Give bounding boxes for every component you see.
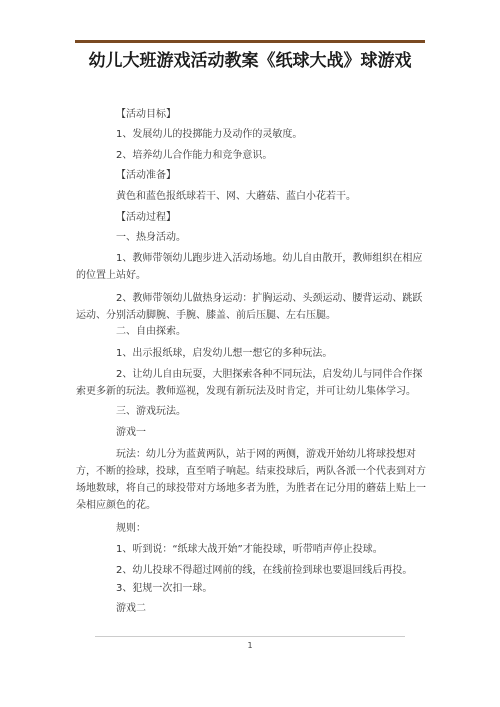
paragraph: 1、教师带领幼儿跑步进入活动场地。幼儿自由散开，教师组织在相应的位置上站好。: [76, 253, 423, 281]
paragraph: 一、热身活动。: [116, 232, 186, 243]
paragraph: 2、培养幼儿合作能力和竞争意识。: [116, 150, 273, 161]
section-heading-process: 【活动过程】: [116, 212, 176, 223]
section-heading-preparation: 【活动准备】: [116, 170, 176, 181]
paragraph: 规则：: [116, 523, 146, 534]
paragraph: 1、发展幼儿的投掷能力及动作的灵敏度。: [116, 129, 303, 140]
paragraph: 黄色和蓝色报纸球若干、网、大蘑菇、蓝白小花若干。: [116, 191, 356, 202]
page-number: 1: [247, 641, 253, 650]
paragraph: 2、幼儿投球不得超过网前的线，在线前捡到球也要退回线后再投。: [116, 565, 413, 576]
footer-rule: [95, 636, 405, 637]
paragraph: 2、教师带领幼儿做热身运动：扩胸运动、头颈运动、腰背运动、跳跃运动、分别活动脚腕、手腕、膝盖、前后压腿、左右压腿。: [76, 293, 423, 321]
paragraph: 2、让幼儿自由玩耍，大胆探索各种不同玩法，启发幼儿与同伴合作探索更多新的玩法。教师巡视，发现有新玩法及时肯定，并可让幼儿集体学习。: [76, 369, 423, 397]
header-rule: [75, 40, 425, 43]
paragraph: 3、犯规一次扣一球。: [116, 583, 213, 594]
section-heading-goals: 【活动目标】: [116, 109, 176, 120]
document-title: 幼儿大班游戏活动教案《纸球大战》球游戏: [88, 51, 412, 71]
paragraph: 1、出示报纸球，启发幼儿想一想它的多种玩法。: [116, 348, 333, 359]
paragraph: 1、听到说：“纸球大战开始”才能投球，听带哨声停止投球。: [116, 544, 383, 555]
paragraph: 二、自由探索。: [116, 326, 186, 337]
paragraph: 三、游戏玩法。: [116, 406, 186, 417]
paragraph: 游戏一: [116, 427, 146, 438]
paragraph: 玩法：幼儿分为蓝黄两队，站于网的两侧，游戏开始幼儿将球投想对方，不断的捡球，投球，直至哨子响起。结束投球后，两队各派一个代表到对方场地数球，将自己的球投带对方场地多者为胜，为胜者在记分用的蘑菇上贴上一朵相应颜色的花。: [76, 449, 426, 511]
paragraph: 游戏二: [116, 603, 146, 614]
